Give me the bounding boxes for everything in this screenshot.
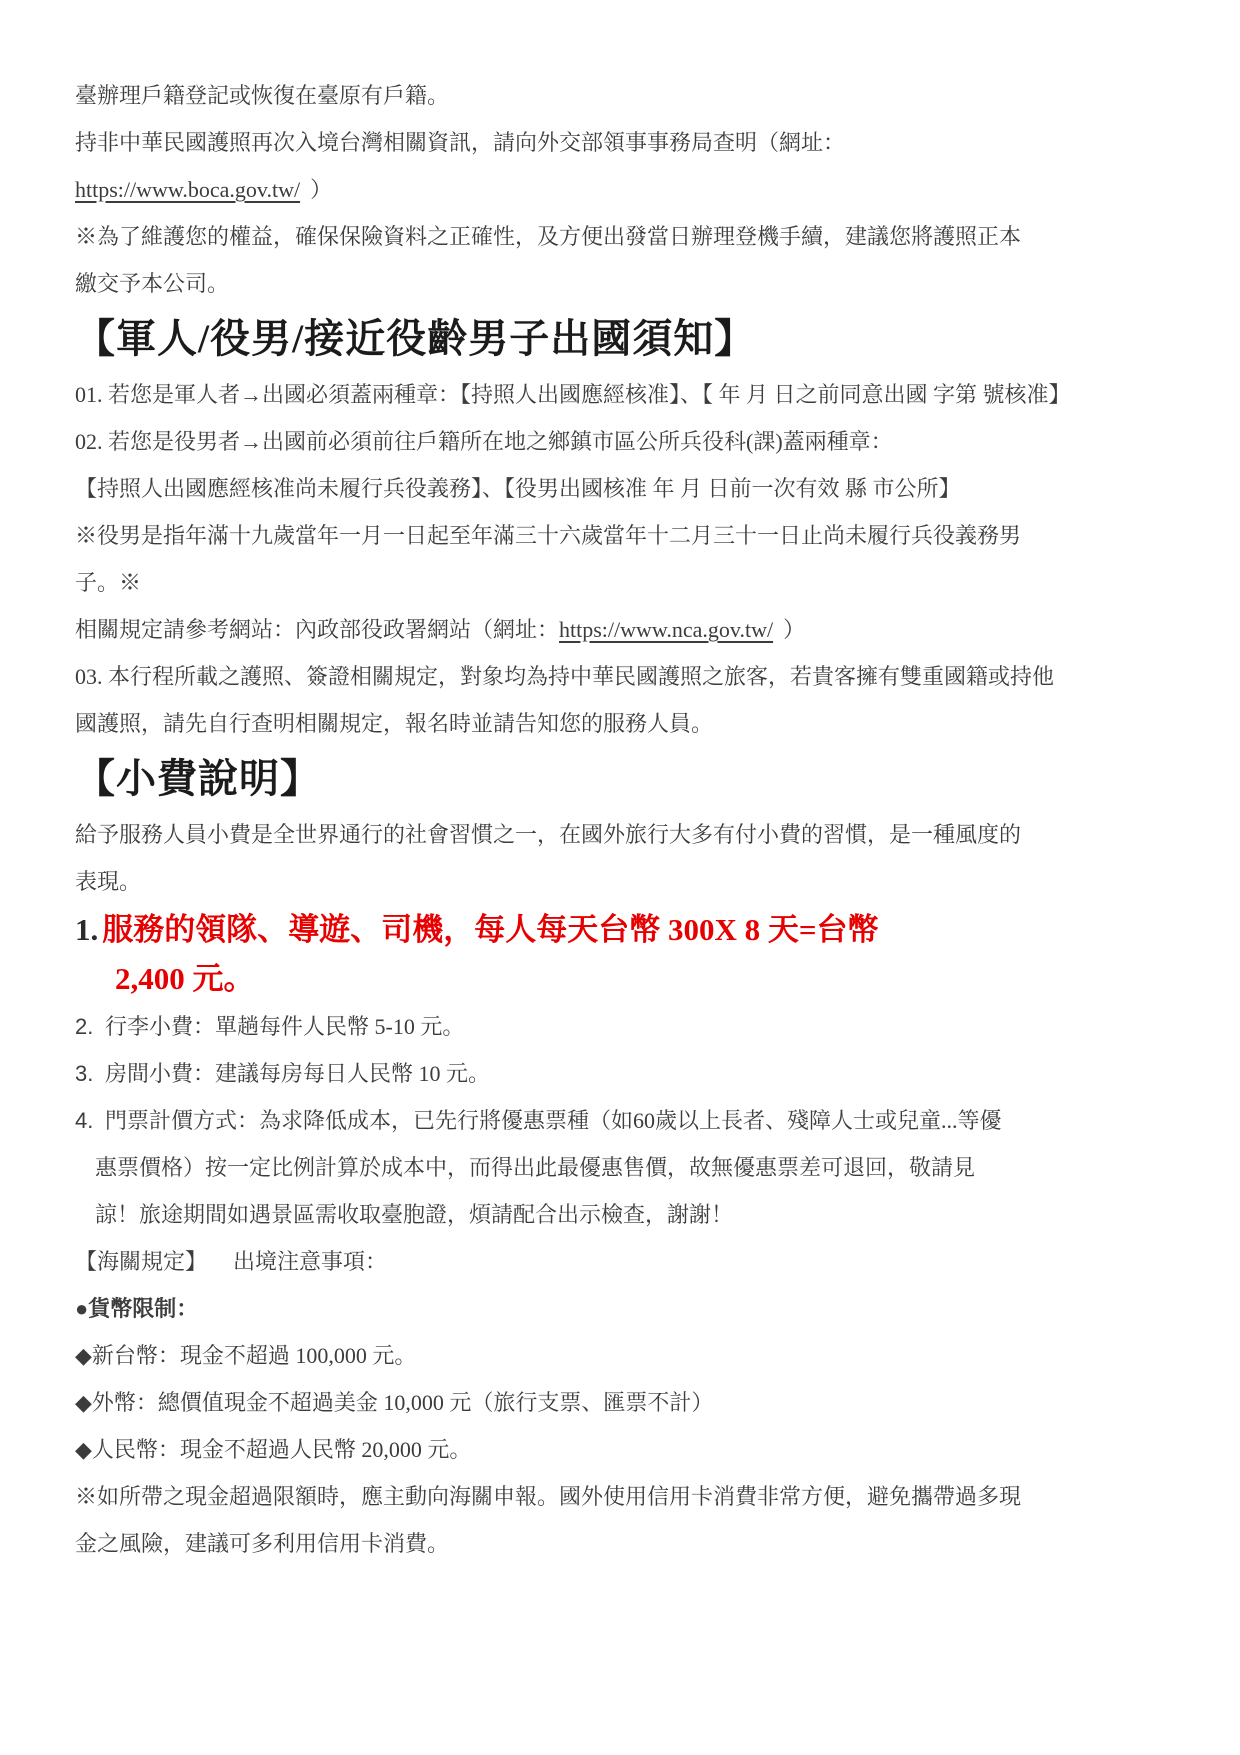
tips-section-title: 【小費說明】 (75, 756, 321, 801)
tip-item-4-number: 4. (75, 1108, 94, 1133)
customs-note-line-2: 金之風險，建議可多利用信用卡消費。 (75, 1531, 450, 1556)
military-item-03-line-1: 03. 本行程所載之護照、簽證相關規定，對象均為持中華民國護照之旅客，若貴客擁有雙重國籍或持他 (75, 664, 1055, 689)
military-item-01: 01. 若您是軍人者→出國必須蓋兩種章：【持照人出國應經核准】、【 年 月 日之前同意出國 字第 號核准】 (75, 382, 1071, 407)
tip-item-3-number: 3. (75, 1061, 94, 1086)
tip-item-3 (75, 1050, 1180, 1097)
tip-item-4-text-line-2: 惠票價格）按一定比例計算於成本中，而得出此最優惠售價，故無優惠票差可退回，敬請見 (95, 1155, 976, 1180)
tip-item-4-text-line-1: 門票計價方式：為求降低成本，已先行將優惠票種（如60歲以上長者、殘障人士或兒童...等優 (105, 1108, 1002, 1133)
boca-gov-link[interactable]: https://www.boca.gov.tw/ (75, 177, 301, 202)
tips-intro-line-1: 給予服務人員小費是全世界通行的社會習慣之一，在國外旅行大多有付小費的習慣，是一種風度的 (75, 822, 1022, 847)
tip-item-1-line-2 (75, 954, 1180, 1003)
tip-item-1-line-1 (75, 905, 1180, 954)
customs-header: 【海關規定】 (75, 1249, 208, 1274)
currency-item-foreign: ◆外幣：總價值現金不超過美金 10,000 元（旅行支票、匯票不計） (75, 1390, 714, 1415)
tip-item-2 (75, 1003, 1180, 1050)
military-item-03-line-2: 國護照，請先自行查明相關規定，報名時並請告知您的服務人員。 (75, 711, 714, 736)
reference-prefix: 相關規定請參考網站：內政部役政署網站（網址： (75, 617, 560, 642)
tips-intro-line-2: 表現。 (75, 869, 142, 894)
military-section-title: 【軍人/役男/接近役齡男子出國須知】 (75, 316, 756, 361)
intro-line-1: 臺辦理戶籍登記或恢復在臺原有戶籍。 (75, 83, 450, 108)
tip-item-4-text-line-3: 諒！旅途期間如遇景區需收取臺胞證，煩請配合出示檢查，謝謝！ (95, 1202, 734, 1227)
tip-item-1 (75, 905, 1180, 1003)
intro-line-2: 持非中華民國護照再次入境台灣相關資訊，請向外交部領事事務局查明（網址： (75, 130, 846, 155)
currency-item-twd: ◆新台幣：現金不超過 100,000 元。 (75, 1343, 417, 1368)
intro-line-4: 繳交予本公司。 (75, 271, 230, 296)
customs-subheader: 出境注意事項： (233, 1249, 388, 1274)
military-note-line-2: 子。※ (75, 570, 142, 595)
intro-link-line (75, 166, 1180, 213)
military-item-02-stamps: 【持照人出國應經核准尚未履行兵役義務】、【役男出國核准 年 月 日前一次有效 縣 市公所】 (75, 476, 961, 501)
tip-item-4 (75, 1097, 1180, 1144)
military-item-02: 02. 若您是役男者→出國前必須前往戶籍所在地之鄉鎮市區公所兵役科(課)蓋兩種章： (75, 429, 893, 454)
currency-item-rmb: ◆人民幣：現金不超過人民幣 20,000 元。 (75, 1437, 472, 1462)
tip-item-1-text: 服務的領隊、導遊、司機，每人每天台幣 300X 8 天=台幣 (102, 912, 879, 947)
military-note-line-1: ※役男是指年滿十九歲當年一月一日起至年滿三十六歲當年十二月三十一日止尚未履行兵役義務男 (75, 523, 1022, 548)
intro-line-3: ※為了維護您的權益，確保保險資料之正確性，及方便出發當日辦理登機手續，建議您將護照正本 (75, 224, 1022, 249)
customs-note-line-1: ※如所帶之現金超過限額時，應主動向海關申報。國外使用信用卡消費非常方便，避免攜帶過多現 (75, 1484, 1022, 1509)
customs-header-line (75, 1238, 1180, 1285)
nca-gov-link[interactable]: https://www.nca.gov.tw/ (559, 617, 774, 642)
reference-close-paren: ） (783, 617, 806, 642)
tip-item-2-number: 2. (75, 1014, 94, 1039)
tip-item-2-text: 行李小費：單趟每件人民幣 5-10 元。 (105, 1014, 465, 1039)
currency-limit-title: ●貨幣限制： (75, 1296, 199, 1321)
link-close-paren: ） (310, 177, 333, 202)
tip-item-3-text: 房間小費：建議每房每日人民幣 10 元。 (105, 1061, 491, 1086)
military-reference-line (75, 606, 1180, 653)
tip-item-1-amount: 2,400 元。 (115, 961, 255, 996)
tip-item-1-number: 1. (75, 912, 99, 947)
